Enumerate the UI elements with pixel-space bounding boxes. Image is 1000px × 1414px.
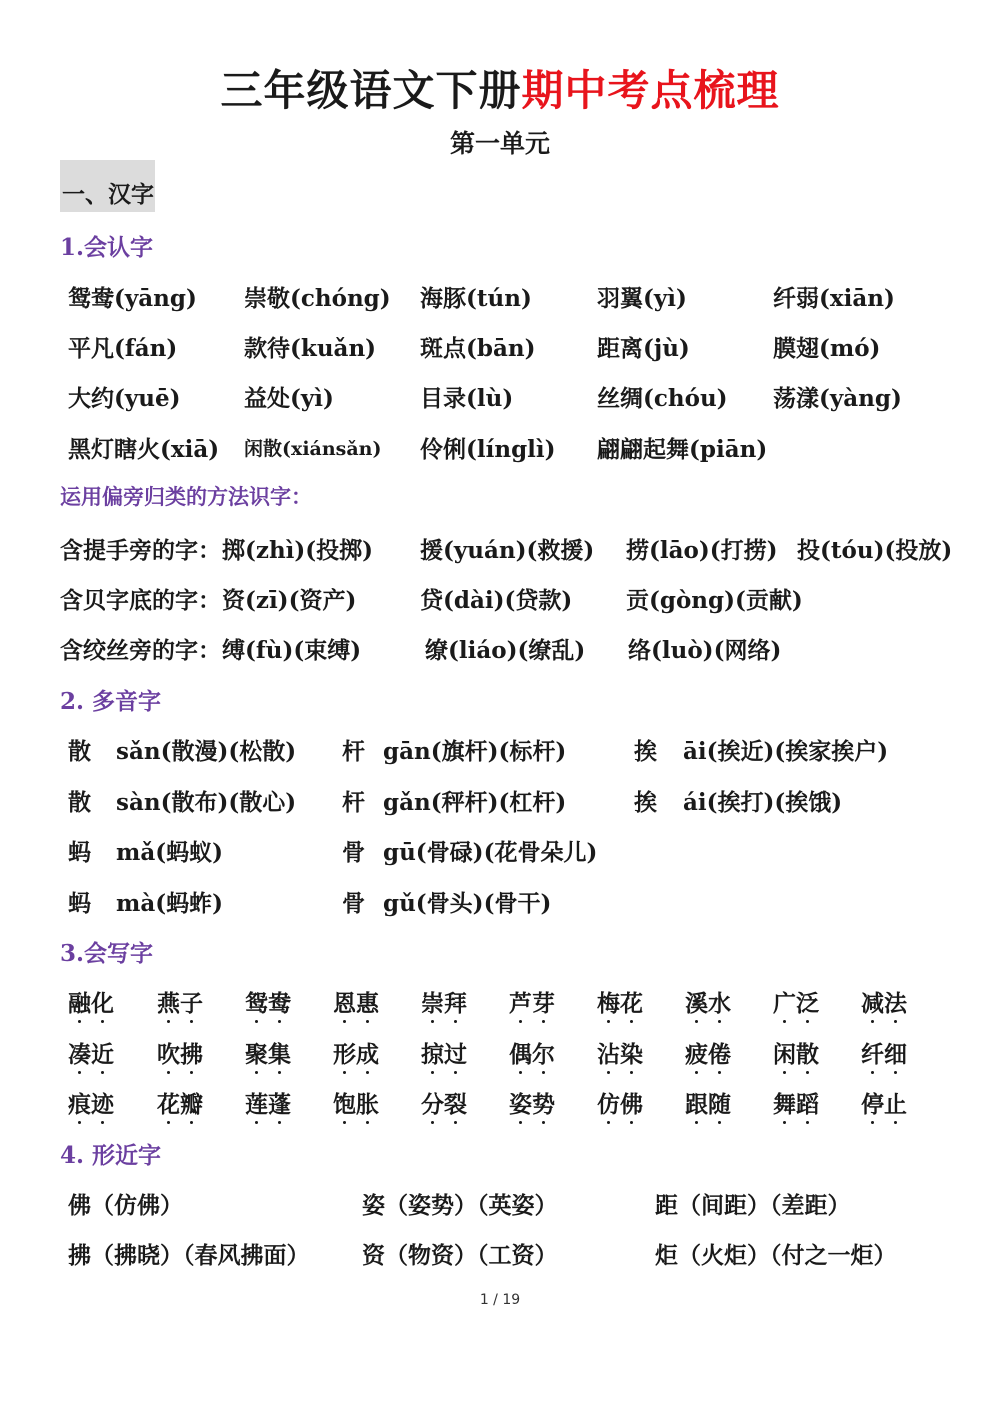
recognize-item: 羽翼(yì)	[597, 285, 687, 312]
write-char: 掠	[421, 1036, 444, 1069]
similar-item: 资（物资）（工资）	[362, 1242, 558, 1269]
write-word	[509, 1036, 555, 1069]
write-word	[68, 985, 114, 1018]
write-char: 蓬	[268, 1086, 291, 1119]
write-word	[597, 1036, 643, 1069]
write-char: 分	[421, 1086, 444, 1119]
write-char: 成	[356, 1036, 379, 1069]
write-word	[861, 985, 907, 1018]
write-char: 法	[884, 985, 907, 1018]
write-char: 近	[91, 1036, 114, 1069]
radical-label: 含贝字底的字：	[60, 587, 221, 614]
write-word	[157, 985, 203, 1018]
radical-item: 缚(fù)(束缚)	[222, 637, 362, 664]
recognize-item: 海豚(tún)	[420, 285, 532, 312]
polyphone-char: 杆	[342, 738, 365, 765]
heading-write: 3.会写字	[60, 940, 154, 967]
radical-item: 贡(gòng)(贡献)	[626, 587, 803, 614]
title-red: 期中考点梳理	[521, 66, 780, 115]
radical-item: 络(luò)(网络)	[628, 637, 782, 664]
write-word	[245, 1036, 291, 1069]
polyphone-char: 蚂	[68, 890, 91, 917]
write-word	[861, 1036, 907, 1069]
write-char: 泛	[796, 985, 819, 1018]
section-hanzi: 一、汉字	[62, 181, 154, 208]
write-char: 饱	[333, 1086, 356, 1119]
write-char: 溪	[685, 985, 708, 1018]
write-char: 水	[708, 985, 731, 1018]
polyphone-char: 骨	[342, 890, 365, 917]
heading-polyphone: 2. 多音字	[60, 688, 162, 715]
heading-radical: 运用偏旁归类的方法识字：	[60, 484, 312, 509]
write-word	[157, 1036, 203, 1069]
polyphone-reading: gān(旗杆)(标杆)	[383, 738, 567, 765]
write-word	[773, 1036, 819, 1069]
write-word	[685, 985, 731, 1018]
write-word	[333, 1086, 379, 1119]
polyphone-reading: āi(挨近)(挨家挨户)	[683, 738, 889, 765]
unit-title: 第一单元	[449, 129, 550, 158]
write-char: 势	[532, 1086, 555, 1119]
similar-item: 距（间距）（差距）	[655, 1192, 851, 1219]
recognize-item: 翩翩起舞(piān)	[597, 436, 768, 463]
write-char: 随	[708, 1086, 731, 1119]
write-char: 闲	[773, 1036, 796, 1069]
write-char: 倦	[708, 1036, 731, 1069]
write-word	[509, 985, 555, 1018]
radical-item: 掷(zhì)(投掷)	[222, 537, 374, 564]
polyphone-reading: ái(挨打)(挨饿)	[683, 789, 843, 816]
polyphone-reading: sàn(散布)(散心)	[116, 789, 297, 816]
write-char: 偶	[509, 1036, 532, 1069]
recognize-item: 目录(lù)	[420, 385, 514, 412]
write-word	[421, 1036, 467, 1069]
write-char: 子	[180, 985, 203, 1018]
recognize-item: 距离(jù)	[597, 335, 690, 362]
radical-label: 含提手旁的字：	[60, 537, 221, 564]
page-title	[0, 58, 1000, 118]
write-word	[685, 1036, 731, 1069]
write-char: 过	[444, 1036, 467, 1069]
title-black: 三年级语文下册	[220, 66, 522, 115]
recognize-item: 纤弱(xiān)	[773, 285, 895, 312]
recognize-item: 崇敬(chóng)	[244, 285, 391, 312]
write-char: 芽	[532, 985, 555, 1018]
write-char: 广	[773, 985, 796, 1018]
write-char: 胀	[356, 1086, 379, 1119]
recognize-item: 黑灯瞎火(xiā)	[68, 436, 220, 463]
write-char: 恩	[333, 985, 356, 1018]
heading-similar: 4. 形近字	[60, 1142, 162, 1169]
write-word	[421, 1086, 467, 1119]
write-char: 仿	[597, 1086, 620, 1119]
write-char: 姿	[509, 1086, 532, 1119]
similar-item: 炬（火炬）（付之一炬）	[655, 1242, 897, 1269]
write-char: 瓣	[180, 1086, 203, 1119]
polyphone-char: 散	[68, 738, 91, 765]
polyphone-char: 骨	[342, 839, 365, 866]
similar-item: 拂（拂晓）（春风拂面）	[68, 1242, 310, 1269]
write-char: 蹈	[796, 1086, 819, 1119]
recognize-item: 大约(yuē)	[68, 385, 181, 412]
page-number: 1 / 19	[479, 1292, 521, 1308]
write-word	[421, 985, 467, 1018]
polyphone-reading: gǔ(骨头)(骨干)	[383, 890, 552, 917]
recognize-item: 益处(yì)	[244, 385, 334, 412]
write-char: 沾	[597, 1036, 620, 1069]
write-char: 燕	[157, 985, 180, 1018]
write-char: 舞	[773, 1086, 796, 1119]
write-char: 鸯	[268, 985, 291, 1018]
radical-item: 缭(liáo)(缭乱)	[425, 637, 586, 664]
recognize-item: 款待(kuǎn)	[244, 335, 377, 362]
recognize-item: 荡漾(yàng)	[773, 385, 902, 412]
write-char: 芦	[509, 985, 532, 1018]
write-word	[773, 1086, 819, 1119]
write-char: 拜	[444, 985, 467, 1018]
polyphone-char: 挨	[634, 789, 657, 816]
write-char: 疲	[685, 1036, 708, 1069]
write-char: 纤	[861, 1036, 884, 1069]
write-char: 跟	[685, 1086, 708, 1119]
polyphone-reading: mà(蚂蚱)	[116, 890, 224, 917]
write-char: 停	[861, 1086, 884, 1119]
radical-item: 投(tóu)(投放)	[797, 537, 953, 564]
write-word	[685, 1086, 731, 1119]
recognize-item: 斑点(bān)	[420, 335, 536, 362]
polyphone-char: 散	[68, 789, 91, 816]
write-char: 裂	[444, 1086, 467, 1119]
radical-item: 捞(lāo)(打捞)	[626, 537, 778, 564]
radical-item: 援(yuán)(救援)	[420, 537, 595, 564]
write-char: 止	[884, 1086, 907, 1119]
polyphone-reading: gū(骨碌)(花骨朵儿)	[383, 839, 598, 866]
write-char: 形	[333, 1036, 356, 1069]
write-char: 聚	[245, 1036, 268, 1069]
write-word	[509, 1086, 555, 1119]
radical-item: 资(zī)(资产)	[222, 587, 357, 614]
polyphone-reading: gǎn(秤杆)(杠杆)	[383, 789, 567, 816]
write-word	[773, 985, 819, 1018]
write-char: 化	[91, 985, 114, 1018]
heading-recognize: 1.会认字	[60, 234, 154, 261]
polyphone-char: 挨	[634, 738, 657, 765]
write-word	[333, 985, 379, 1018]
write-word	[157, 1086, 203, 1119]
write-char: 痕	[68, 1086, 91, 1119]
write-word	[333, 1036, 379, 1069]
write-char: 细	[884, 1036, 907, 1069]
write-word	[597, 985, 643, 1018]
recognize-item: 鸳鸯(yāng)	[68, 285, 197, 312]
write-char: 莲	[245, 1086, 268, 1119]
recognize-item: 闲散(xiánsǎn)	[244, 438, 382, 460]
write-char: 梅	[597, 985, 620, 1018]
write-word	[861, 1086, 907, 1119]
similar-item: 佛（仿佛）	[68, 1192, 183, 1219]
write-char: 减	[861, 985, 884, 1018]
write-char: 花	[157, 1086, 180, 1119]
write-word	[68, 1036, 114, 1069]
polyphone-reading: sǎn(散漫)(松散)	[116, 738, 297, 765]
write-char: 融	[68, 985, 91, 1018]
polyphone-reading: mǎ(蚂蚁)	[116, 839, 224, 866]
polyphone-char: 蚂	[68, 839, 91, 866]
write-char: 凑	[68, 1036, 91, 1069]
write-char: 散	[796, 1036, 819, 1069]
radical-item: 贷(dài)(贷款)	[420, 587, 573, 614]
write-char: 染	[620, 1036, 643, 1069]
write-char: 吹	[157, 1036, 180, 1069]
write-char: 花	[620, 985, 643, 1018]
write-word	[597, 1086, 643, 1119]
recognize-item: 膜翅(mó)	[773, 335, 881, 362]
polyphone-char: 杆	[342, 789, 365, 816]
write-char: 迹	[91, 1086, 114, 1119]
recognize-item: 丝绸(chóu)	[597, 385, 728, 412]
write-char: 崇	[421, 985, 444, 1018]
write-char: 集	[268, 1036, 291, 1069]
write-word	[68, 1086, 114, 1119]
write-char: 鸳	[245, 985, 268, 1018]
similar-item: 姿（姿势）（英姿）	[362, 1192, 558, 1219]
recognize-item: 平凡(fán)	[68, 335, 178, 362]
write-char: 惠	[356, 985, 379, 1018]
write-char: 尔	[532, 1036, 555, 1069]
write-word	[245, 1086, 291, 1119]
write-char: 拂	[180, 1036, 203, 1069]
write-char: 佛	[620, 1086, 643, 1119]
write-word	[245, 985, 291, 1018]
recognize-item: 伶俐(línglì)	[420, 436, 556, 463]
radical-label: 含绞丝旁的字：	[60, 637, 221, 664]
